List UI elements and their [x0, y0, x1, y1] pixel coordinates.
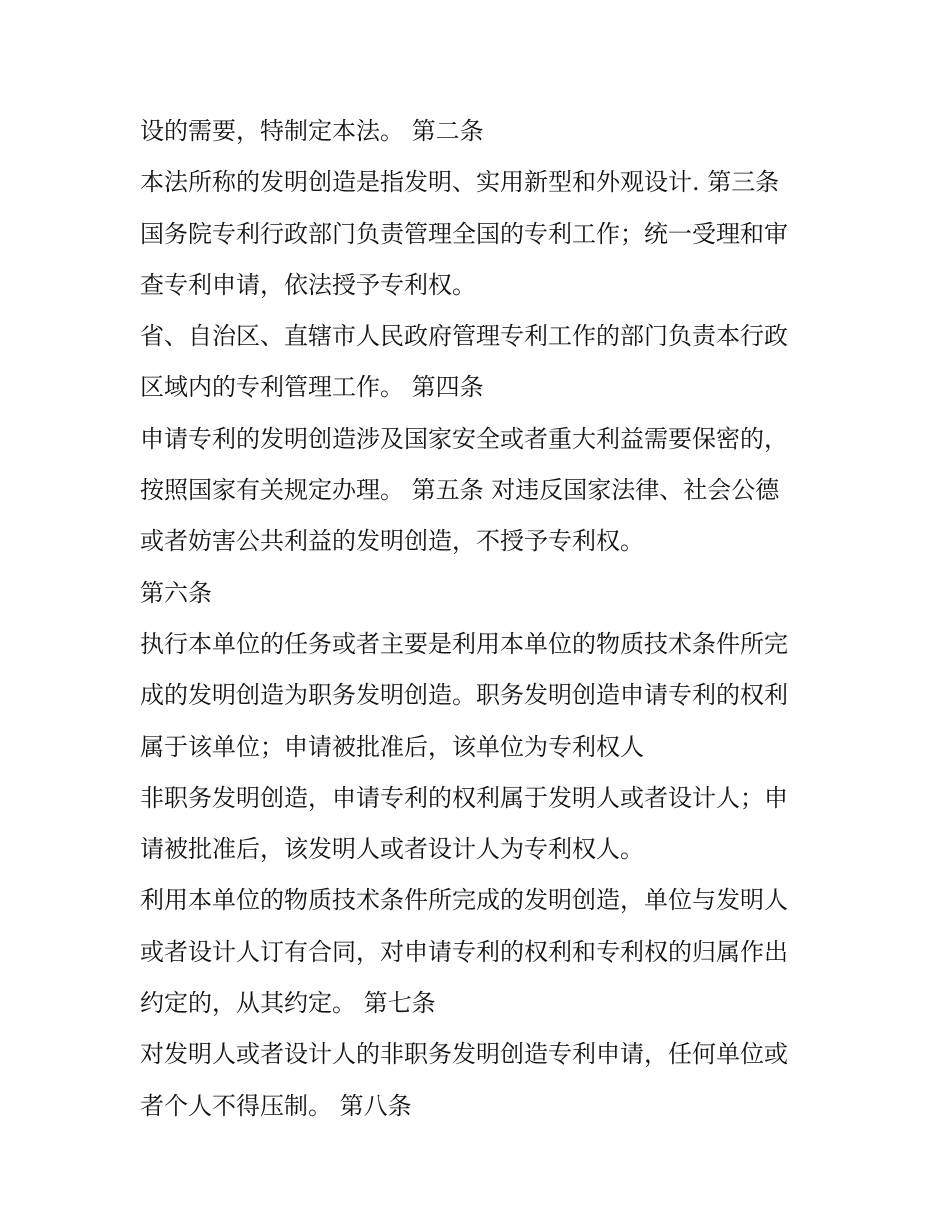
text-line: 执行本单位的任务或者主要是利用本单位的物质技术条件所完 [140, 629, 788, 658]
article-heading: 第六条 [140, 578, 212, 607]
text-line: 非职务发明创造，申请专利的权利属于发明人或者设计人；申 [140, 783, 788, 812]
text-line: 对发明人或者设计人的非职务发明创造专利申请，任何单位或 [140, 1040, 788, 1069]
text-line: 或者妨害公共利益的发明创造，不授予专利权。 [140, 527, 644, 556]
text-line: 申请专利的发明创造涉及国家安全或者重大利益需要保密的， [140, 424, 788, 453]
text-line: 设的需要，特制定本法。 第二条 [140, 117, 484, 145]
text-line: 者个人不得压制。 第八条 [140, 1091, 412, 1120]
text-line: 省、自治区、直辖市人民政府管理专利工作的部门负责本行政 [140, 322, 788, 351]
text-line: 区域内的专利管理工作。 第四条 [140, 373, 484, 402]
text-line: 查专利申请，依法授予专利权。 [140, 270, 476, 299]
text-line: 利用本单位的物质技术条件所完成的发明创造，单位与发明人 [140, 886, 788, 915]
text-line: 国务院专利行政部门负责管理全国的专利工作；统一受理和审 [140, 219, 788, 248]
body-text [140, 106, 820, 1132]
text-line: 属于该单位；申请被批准后，该单位为专利权人 [140, 732, 644, 761]
text-line: 本法所称的发明创造是指发明、实用新型和外观设计. 第三条 [140, 168, 780, 197]
text-line: 成的发明创造为职务发明创造。职务发明创造申请专利的权利 [140, 681, 788, 710]
text-line: 请被批准后，该发明人或者设计人为专利权人。 [140, 835, 644, 864]
text-line: 或者设计人订有合同，对申请专利的权利和专利权的归属作出 [140, 937, 788, 966]
text-line: 按照国家有关规定办理。 第五条 对违反国家法律、社会公德 [140, 476, 780, 505]
text-line: 约定的，从其约定。 第七条 [140, 989, 436, 1018]
